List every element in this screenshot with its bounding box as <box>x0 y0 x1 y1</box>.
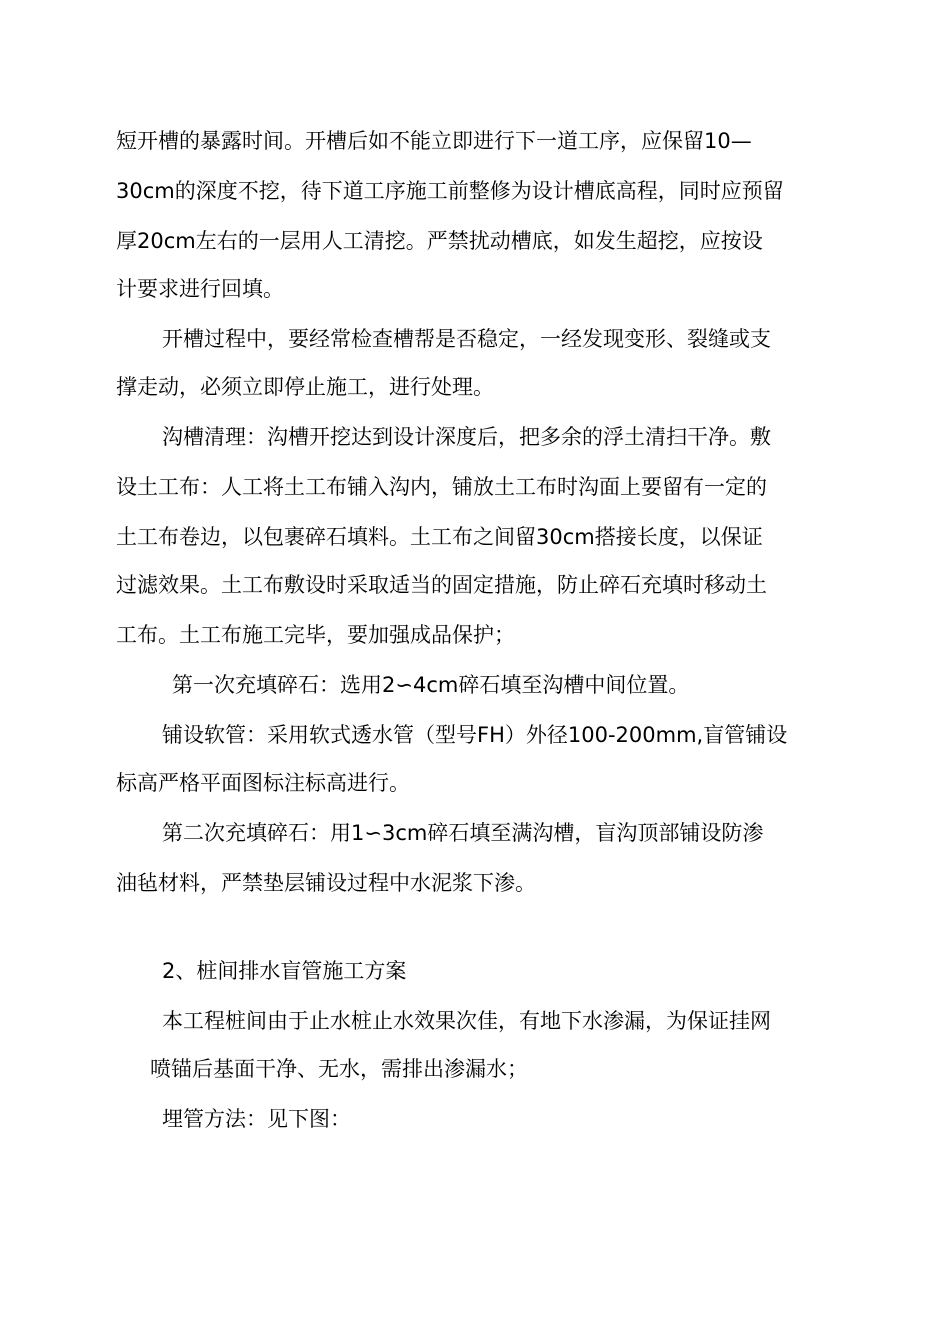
text-line-16: 油毡材料，严禁垫层铺设过程中水泥浆下渗。 <box>116 871 536 895</box>
text-line-14: 标高严格平面图标注标高进行。 <box>116 771 410 795</box>
text-line-6: 撑走动，必须立即停止施工，进行处理。 <box>116 375 494 399</box>
text-line-3: 厚20cm左右的一层用人工清挖。严禁扰动槽底，如发生超挖，应按设 <box>116 229 763 253</box>
text-line-19: 喷锚后基面干净、无水，需排出渗漏水； <box>150 1057 528 1081</box>
text-line-2: 30cm的深度不挖，待下道工序施工前整修为设计槽底高程，同时应预留 <box>116 179 784 203</box>
text-line-12: 第一次充填碎石：选用2∽4cm碎石填至沟槽中间位置。 <box>172 673 690 697</box>
text-line-5: 开槽过程中，要经常检查槽帮是否稳定，一经发现变形、裂缝或支 <box>162 327 771 351</box>
text-line-10: 过滤效果。土工布敷设时采取适当的固定措施，防止碎石充填时移动土 <box>116 573 767 597</box>
text-line-11: 工布。土工布施工完毕，要加强成品保护； <box>116 623 515 647</box>
text-line-20: 埋管方法：见下图： <box>162 1107 351 1131</box>
text-line-9: 土工布卷边，以包裹碎石填料。土工布之间留30cm搭接长度，以保证 <box>116 525 763 549</box>
text-line-13: 铺设软管：采用软式透水管（型号FH）外径100-200mm,盲管铺设 <box>162 723 788 747</box>
text-line-18: 本工程桩间由于止水桩止水效果次佳，有地下水渗漏，为保证挂网 <box>162 1009 771 1033</box>
text-line-4: 计要求进行回填。 <box>116 277 284 301</box>
section-heading: 2、桩间排水盲管施工方案 <box>162 959 407 983</box>
text-line-1: 短开槽的暴露时间。开槽后如不能立即进行下一道工序，应保留10— <box>116 129 752 153</box>
text-line-8: 设土工布：人工将土工布铺入沟内，铺放土工布时沟面上要留有一定的 <box>116 475 767 499</box>
text-line-15: 第二次充填碎石：用1∽3cm碎石填至满沟槽，盲沟顶部铺设防渗 <box>162 821 764 845</box>
text-line-7: 沟槽清理：沟槽开挖达到设计深度后，把多余的浮土清扫干净。敷 <box>162 425 771 449</box>
